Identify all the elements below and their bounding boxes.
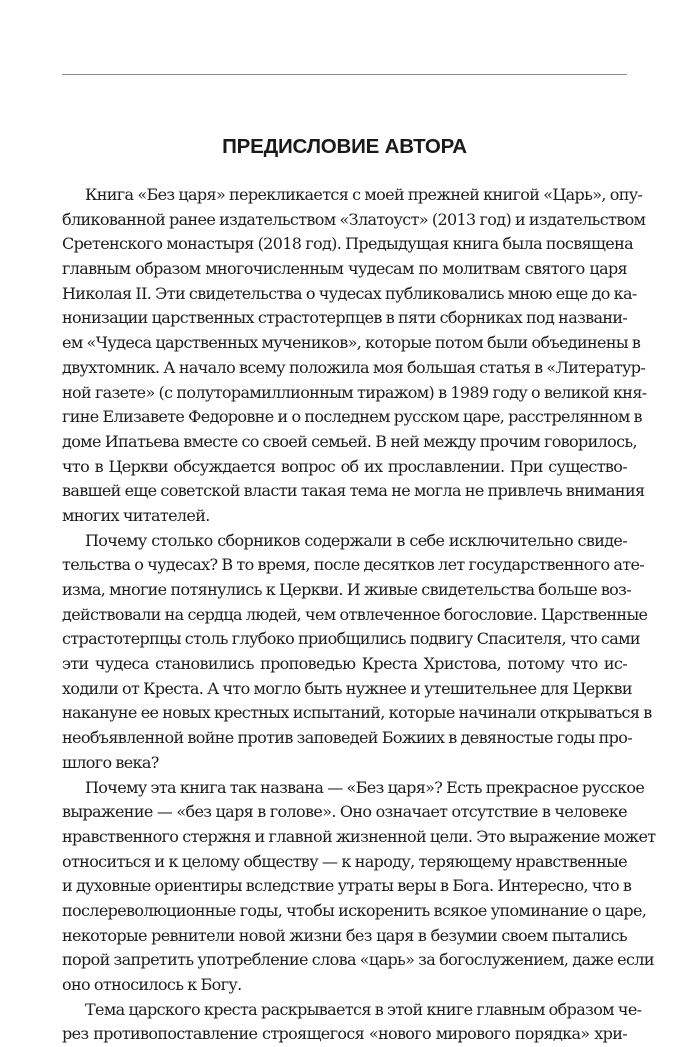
text-line: главным образом многочисленным чудесам по молитвам святого царя	[62, 259, 627, 279]
text-line: многих читателей.	[62, 505, 210, 525]
text-line: ной газете» (с полуторамиллионным тиражом) в 1989 году о великой кня-	[62, 382, 647, 402]
text-line: послереволюционные годы, чтобы искоренить всякое упоминание о царе,	[62, 900, 647, 920]
text-line: тельства о чудесах? В то время, после десятков лет государственного ате-	[62, 555, 645, 575]
text-line: двухтомник. А начало всему положила моя большая статья в «Литератур-	[62, 357, 646, 377]
text-line: Николая II. Эти свидетельства о чудесах публиковались мною еще до ка-	[62, 283, 637, 303]
text-line: Тема царского креста раскрывается в этой книге главным образом че-	[85, 999, 642, 1019]
paragraph-3	[62, 776, 656, 998]
text-line: Книга «Без царя» перекликается с моей прежней книгой «Царь», опу-	[85, 185, 643, 204]
text-line: действовали на сердца людей, чем отвлеченное богословие. Царственные	[62, 604, 648, 624]
paragraph-2	[62, 529, 652, 776]
text-line: порой запретить употребление слова «царь» за богослужением, даже если	[62, 950, 654, 970]
text-line: шлого века?	[62, 752, 159, 772]
text-line: доме Ипатьева вместе со своей семьей. В ней между прочим говорилось,	[62, 431, 637, 451]
text-line: эти чудеса становились проповедью Креста Христова, потому что ис-	[62, 654, 627, 674]
text-line: накануне ее новых крестных испытаний, которые начинали открываться в	[62, 703, 652, 723]
header-rule	[62, 74, 627, 75]
text-line: ем «Чудеса царственных мучеников», которые потом были объединены в	[62, 333, 641, 353]
text-line: необъявленной войне против заповедей Божиих в девяностые годы про-	[62, 728, 632, 748]
text-line: нонизации царственных страстотерпцев в пяти сборниках под названи-	[62, 308, 628, 328]
text-line: рез противопоставление строящегося «нового мирового порядка» хри-	[62, 1024, 627, 1044]
text-line: нравственного стержня и главной жизненной цели. Это выражение может	[62, 826, 656, 846]
text-line: Почему эта книга так названа — «Без царя»? Есть прекрасное русское	[85, 777, 645, 797]
text-line: что в Церкви обсуждается вопрос об их прославлении. При существо-	[62, 456, 627, 476]
text-line: оно относилось к Богу.	[62, 975, 242, 994]
text-line: ходили от Креста. А что могло быть нужнее и утешительнее для Церкви	[62, 678, 632, 698]
chapter-title: ПРЕДИСЛОВИЕ АВТОРА	[222, 135, 467, 158]
paragraph-4	[62, 998, 642, 1047]
chapter-body	[62, 183, 656, 1047]
text-line: выражение — «без царя в голове». Оно означает отсутствие в человеке	[62, 802, 627, 822]
text-line: вавшей еще советской власти такая тема не могла не привлечь внимания	[62, 481, 645, 501]
text-line: изма, многие потянулись к Церкви. И живые свидетельства больше воз-	[62, 580, 631, 599]
text-line: относиться и к целому обществу — к народу, теряющему нравственные	[62, 851, 627, 871]
text-line: гине Елизавете Федоровне и о последнем русском царе, расстрелянном в	[62, 407, 642, 427]
paragraph-1	[62, 183, 647, 529]
text-line: бликованной ранее издательством «Златоуст» (2013 год) и издательством	[62, 209, 646, 229]
text-line: некоторые ревнители новой жизни без царя в безумии своем пытались	[62, 925, 627, 945]
text-line: Сретенского монастыря (2018 год). Предыдущая книга была посвящена	[62, 234, 633, 254]
text-line: страстотерпцы столь глубоко приобщились подвигу Спасителя, что сами	[62, 629, 640, 649]
text-line: Почему столько сборников содержали в себе исключительно свиде-	[85, 530, 627, 550]
text-line: и духовные ориентиры вследствие утраты веры в Бога. Интересно, что в	[62, 876, 632, 896]
